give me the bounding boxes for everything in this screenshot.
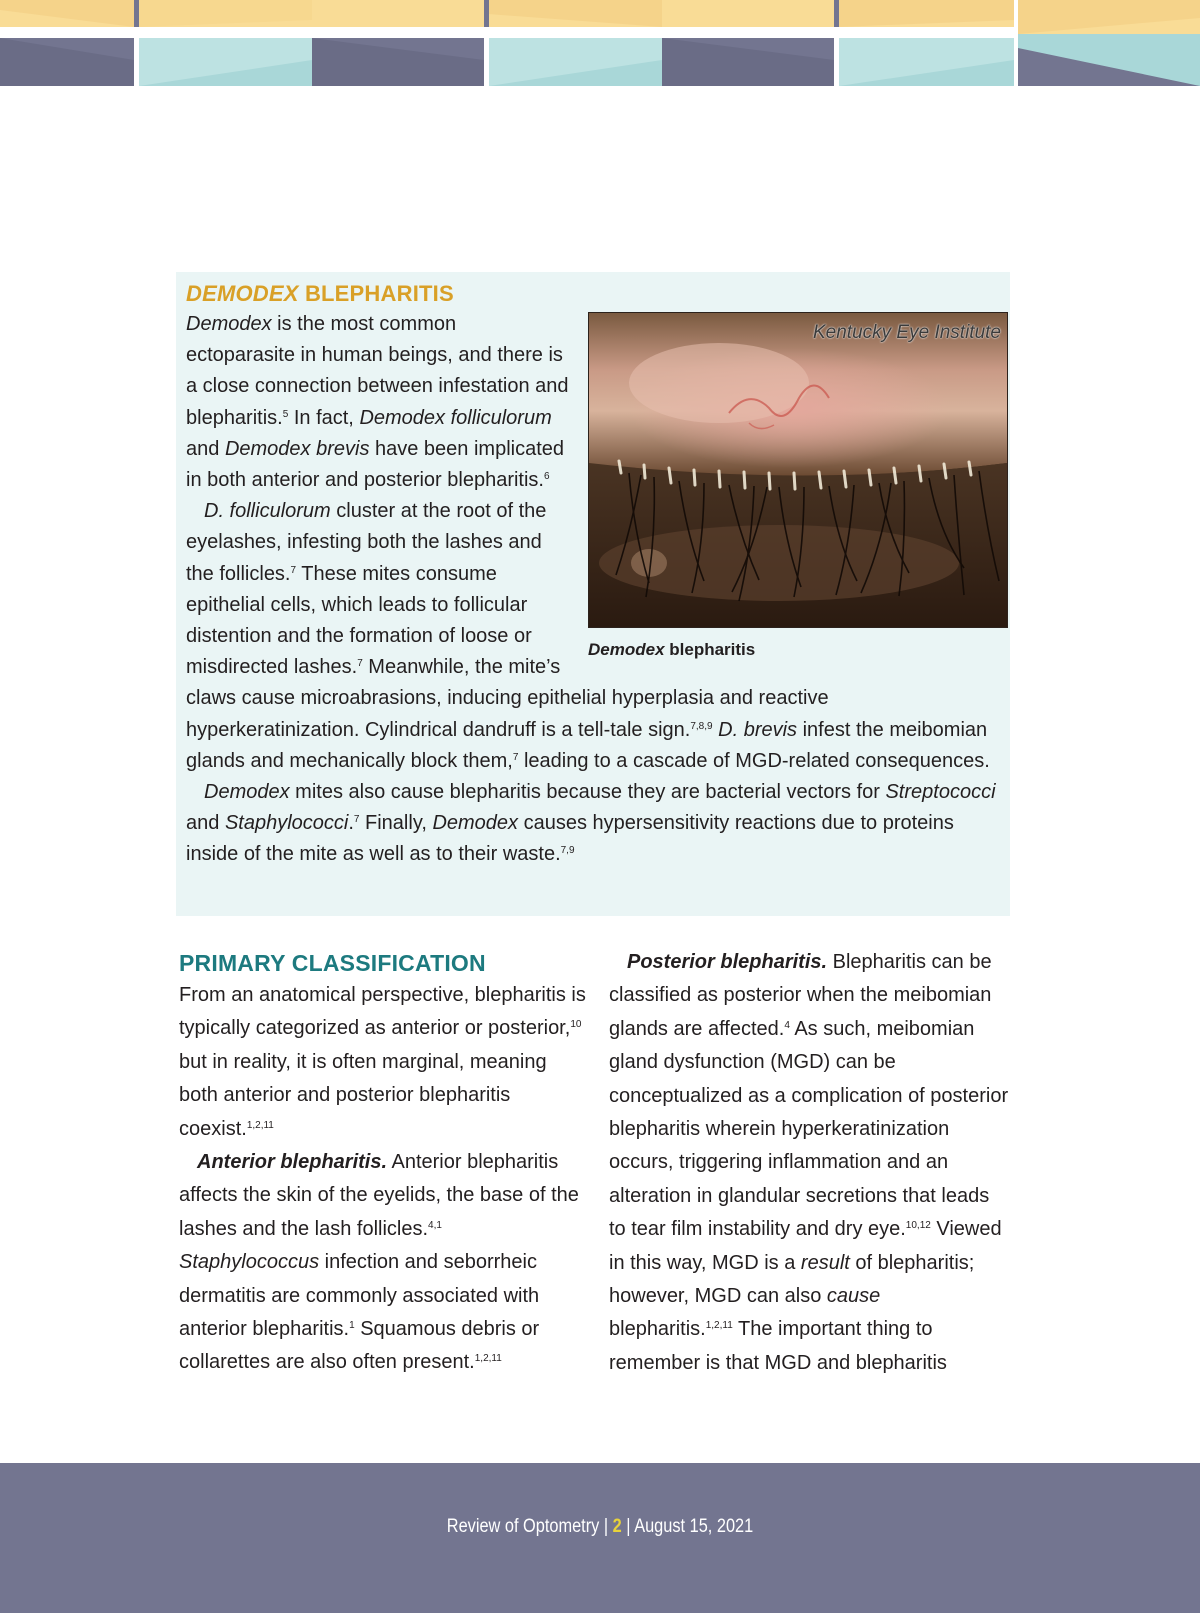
run-in-heading-posterior: Posterior blepharitis.	[627, 951, 828, 973]
figure-caption	[588, 639, 1006, 661]
body-text: but in reality, it is often marginal, meaning both anterior and posterior blepharitis coexist.	[179, 1050, 547, 1140]
run-in-heading-anterior: Anterior blepharitis.	[197, 1151, 388, 1174]
sidebar-title-italic: DEMODEX	[186, 281, 299, 306]
p3-term: Streptococci	[885, 781, 996, 804]
p1-term: Demodex	[186, 313, 272, 335]
body-text: Squamous debris or collarettes are also often present.	[179, 1318, 540, 1374]
sidebar-paragraph-3	[186, 777, 1000, 871]
p3-text: causes hypersensitivity reactions due to proteins inside of the mite as well as to their waste.	[186, 812, 954, 866]
p3-term: Demodex	[432, 812, 519, 835]
body-text: blepharitis.	[609, 1318, 706, 1341]
body-text: As such, meibomian gland dysfunction (MGD) can be conceptualized as a complication of posterior blepharitis wherein hyperkeratinization occurs, triggering inflammation and an alteration in glandular secretions that leads to tear film instability and dry eye.	[609, 1017, 1009, 1241]
citation: 6	[544, 471, 550, 483]
sidebar-title	[186, 280, 1000, 308]
body-emphasis: result	[800, 1251, 850, 1274]
p3-term: Demodex	[204, 781, 290, 804]
p1-text: have been implicated in both anterior and posterior blepharitis.	[186, 437, 565, 492]
p2-text: leading to a cascade of MGD-related consequences.	[518, 749, 990, 772]
footer-separator: |	[599, 1516, 613, 1537]
p2-text: infest the meibomian glands and mechanically block them,	[186, 718, 988, 772]
body-text: Anterior blepharitis affects the skin of the eyelids, the base of the lashes and the lash follicles.	[179, 1151, 579, 1240]
body-text: Viewed in this way, MGD is a	[609, 1218, 1002, 1274]
citation: 7	[357, 658, 363, 670]
p2-term: D. brevis	[718, 718, 798, 741]
caption-italic: Demodex	[588, 640, 665, 659]
left-paragraph-2	[179, 1146, 587, 1380]
right-column	[609, 946, 1009, 1380]
body-text: Blepharitis can be classified as posterior when the meibomian glands are affected.	[609, 951, 992, 1040]
p3-text: mites also cause blepharitis because they are bacterial vectors for	[289, 781, 886, 804]
caption-rest: blepharitis	[664, 640, 756, 659]
photo-watermark: Kentucky Eye Institute	[813, 322, 1001, 343]
footer-page-number: 2	[612, 1516, 622, 1537]
header-banner-graphic	[0, 0, 1200, 86]
left-paragraph-1	[179, 979, 587, 1146]
citation: 7,9	[560, 845, 575, 857]
body-text: The important thing to remember is that MGD and blepharitis	[609, 1318, 947, 1374]
page-footer	[0, 1463, 1200, 1613]
citation: 7,8,9	[690, 720, 713, 732]
p2-text: These mites consume epithelial cells, which leads to follicular distention and the formation of loose or misdirected lashes.	[186, 562, 532, 679]
p3-text: Finally,	[359, 812, 433, 835]
body-term: Staphylococcus	[179, 1251, 320, 1274]
body-text: infection and seborrheic dermatitis are commonly associated with anterior blepharitis.	[179, 1251, 540, 1341]
sidebar-title-rest: BLEPHARITIS	[298, 281, 454, 306]
citation: 7	[353, 814, 360, 826]
demodex-eyelid-photo	[588, 312, 1008, 628]
p1-term: Demodex brevis	[224, 437, 370, 460]
p2-text: Meanwhile, the mite’s claws cause microabrasions, inducing epithelial hyperplasia and reactive hyperkeratinization. Cylindrical dandruff is a tell-tale sign.	[186, 656, 829, 741]
p3-term: Staphylococci	[224, 812, 349, 835]
footer-separator: |	[621, 1516, 635, 1537]
p3-text: and	[186, 812, 225, 835]
p1-term: Demodex folliculorum	[359, 406, 552, 429]
body-text: of blepharitis; however, MGD can also	[609, 1251, 975, 1308]
citation: 1,2,11	[246, 1119, 274, 1131]
p1-text: is the most common ectoparasite in human beings, and there is a close connection between infestation and blepharitis.	[186, 313, 569, 429]
citation: 1,2,11	[705, 1320, 733, 1332]
body-text: From an anatomical perspective, blepharitis is typically categorized as anterior or posterior,	[179, 984, 586, 1040]
demodex-sidebar	[176, 272, 1010, 916]
right-paragraph-1	[609, 946, 1009, 1380]
demodex-figure	[588, 312, 1006, 661]
citation: 4,1	[428, 1219, 442, 1231]
citation: 1	[349, 1320, 355, 1332]
citation: 7	[512, 751, 519, 763]
body-emphasis: cause	[826, 1285, 881, 1308]
sidebar-body	[186, 309, 1000, 871]
citation: 7	[290, 564, 297, 576]
p2-term: D. folliculorum	[204, 500, 331, 523]
citation: 5	[282, 408, 289, 420]
p1-text: In fact,	[288, 406, 360, 429]
left-column	[179, 946, 587, 1380]
p2-text: cluster at the root of the eyelashes, infesting both the lashes and the follicles.	[186, 500, 547, 585]
p3-text: .	[348, 812, 354, 835]
footer-publication: Review of Optometry	[446, 1516, 600, 1537]
citation: 10,12	[905, 1220, 931, 1232]
footer-folio	[84, 1516, 1116, 1538]
citation: 4	[784, 1019, 790, 1031]
footer-date: August 15, 2021	[634, 1516, 754, 1537]
p1-text: and	[186, 437, 225, 460]
header-banner	[0, 0, 1200, 86]
citation: 10	[570, 1019, 582, 1031]
eyelid-photo-illustration	[589, 313, 1007, 627]
section-heading-primary-classification: PRIMARY CLASSIFICATION	[179, 950, 486, 976]
citation: 1,2,11	[474, 1353, 502, 1365]
